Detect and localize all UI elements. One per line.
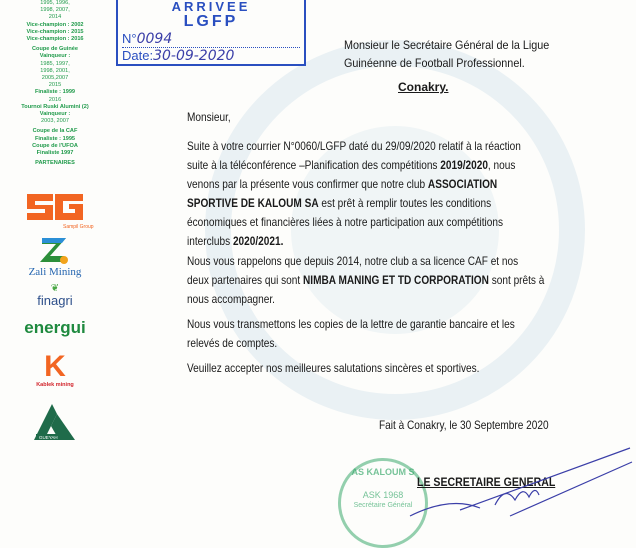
zali-mining-text: Zali Mining [28, 266, 82, 278]
text-segment: économiques et financières liées à notre participation aux compétitions [187, 215, 504, 229]
honour-line: Vainqueur : [39, 111, 71, 118]
honour-line: Vice-champion : 2002 [26, 21, 84, 28]
stamp-arrivee: ARRIVEE [171, 0, 251, 14]
text-line [187, 290, 544, 309]
honour-line: Coupe de la CAF [32, 128, 78, 135]
honour-line: 1998, 2007, [40, 7, 70, 14]
bold-text: 2020/2021. [232, 234, 284, 248]
handwritten-signature [400, 440, 636, 516]
kablek-text: Kablek mining [36, 382, 74, 388]
bold-text: NIMBA MANING ET TD CORPORATION [302, 273, 489, 287]
text-segment: interclubs [187, 234, 233, 248]
text-line [187, 175, 521, 194]
text-line [187, 194, 521, 213]
text-segment: Nous vous transmettons les copies de la lettre de garantie bancaire et les [187, 317, 515, 331]
text-line [187, 334, 515, 353]
honour-line: Finaliste 1997 [36, 150, 74, 157]
text-segment: Suite à votre courrier N°0060/LGFP daté du 29/09/2020 relatif à la réaction [187, 139, 521, 153]
seal-year: ASK 1968 [362, 490, 404, 500]
finagri-logo [0, 284, 110, 308]
seal-role: Secrétaire Général [353, 502, 413, 509]
stamp-date-label: Date: [122, 48, 154, 63]
honour-line: Vice-champion : 2015 [26, 28, 84, 35]
text-segment: relevés de comptes. [187, 336, 278, 350]
recipient-line: Monsieur le Secrétaire Général de la Ligue [344, 38, 550, 52]
text-segment: suite à la téléconférence –Planification des compétitions [187, 158, 441, 172]
honour-line: PARTENAIRES [35, 160, 75, 167]
paragraph [187, 137, 521, 251]
text-line [187, 156, 521, 175]
kablek-mining-logo [0, 352, 110, 388]
place-date: Fait à Conakry, le 30 Septembre 2020 [379, 418, 549, 432]
honour-line: Coupe de Guinée [32, 46, 78, 53]
bold-text: 2019/2020 [440, 158, 488, 172]
honour-line: Finaliste : 1999 [34, 89, 76, 96]
gueyah-logo [0, 402, 110, 444]
text-segment: sont prêts à [488, 273, 545, 287]
svg-text:GUEYAH: GUEYAH [39, 435, 58, 440]
paragraph [187, 252, 544, 309]
honour-line: 2016 [48, 96, 62, 103]
text-segment: deux partenaires qui sont [187, 273, 303, 287]
sidebar-honours [0, 0, 110, 167]
bold-text: ASSOCIATION [427, 177, 498, 191]
honour-line: Vainqueur : [39, 53, 71, 60]
stamp-date: 30-09-2020 [153, 48, 235, 64]
honour-line: Vice-champion : 2016 [26, 36, 84, 43]
honour-line: 1998, 2001, [40, 67, 70, 74]
honour-line: 1995, 1996, [40, 0, 70, 6]
text-segment: nous accompagner. [187, 292, 275, 306]
text-line [187, 271, 544, 290]
recipient-address [344, 36, 549, 72]
energui-logo [0, 318, 110, 338]
text-segment: , nous [487, 158, 516, 172]
honour-line: 2015 [48, 82, 62, 89]
reception-stamp [116, 0, 306, 66]
text-line [187, 137, 521, 156]
stamp-number: 0094 [136, 31, 173, 47]
stamp-number-label: N° [122, 31, 137, 46]
zali-mining-logo [0, 236, 110, 278]
honour-line: 2014 [48, 14, 62, 21]
honour-line: 1985, 1997, [40, 60, 70, 67]
honour-line: Coupe de l'UFOA [32, 142, 78, 149]
text-line [187, 232, 521, 251]
honour-line: 2003, 2007 [41, 118, 69, 125]
text-line [187, 213, 521, 232]
text-segment: Nous vous rappelons que depuis 2014, notre club a sa licence CAF et nos [187, 254, 519, 268]
leaf-icon: ❦ [50, 283, 60, 294]
recipient-line: Guinéenne de Football Professionnel. [344, 56, 525, 70]
honour-line: Finaliste : 1995 [34, 135, 76, 142]
energui-text: energui [24, 318, 86, 337]
paragraph [187, 359, 479, 378]
text-line [187, 252, 544, 271]
paragraph [187, 315, 515, 353]
text-line [187, 315, 515, 334]
svg-text:Sampil Group: Sampil Group [63, 224, 94, 230]
stamp-lgfp: LGFP [183, 13, 239, 30]
text-segment: venons par la présente vous confirmer que notre club [187, 177, 428, 191]
salutation: Monsieur, [187, 110, 231, 124]
sampil-group-logo [0, 190, 110, 230]
seal-top: AS KALOUM S [351, 467, 415, 477]
honour-line: 2005,2007 [41, 75, 69, 82]
text-segment: Veuillez accepter nos meilleures salutations sincères et sportives. [187, 361, 480, 375]
k-letter: K [44, 350, 66, 383]
text-segment: est prêt à remplir toutes les conditions [318, 196, 492, 210]
finagri-text: finagri [37, 293, 73, 308]
text-line [187, 359, 479, 378]
recipient-city: Conakry. [398, 80, 449, 94]
bold-text: SPORTIVE DE KALOUM SA [187, 196, 319, 210]
signatory-title: LE SECRETAIRE GENERAL [417, 475, 556, 489]
honour-line: Tournoi Ruski Alumini (2) [21, 103, 89, 110]
